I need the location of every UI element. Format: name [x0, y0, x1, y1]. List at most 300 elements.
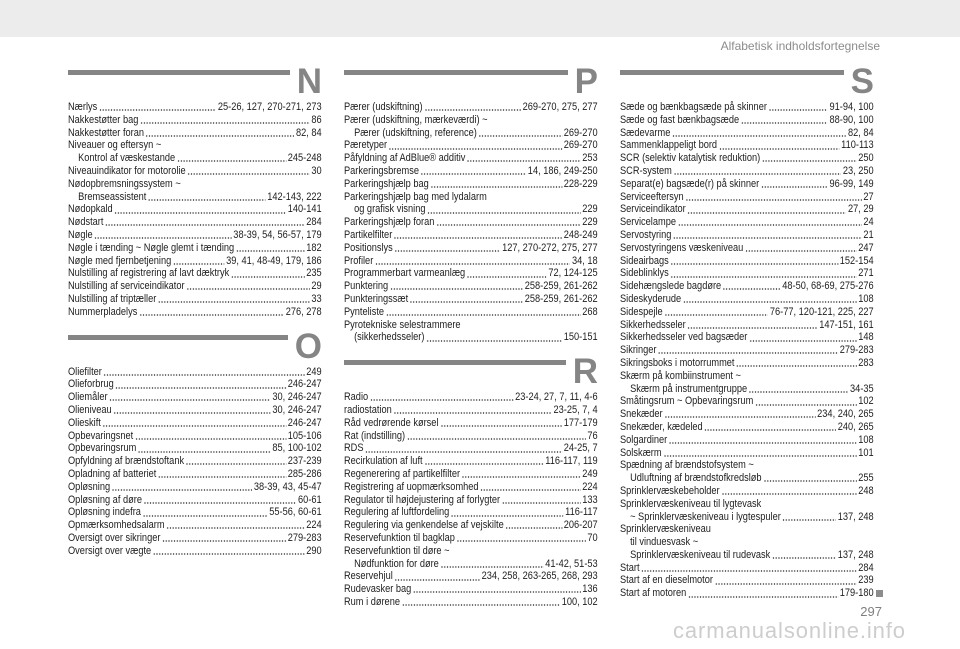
- entry-list: [344, 391, 598, 609]
- dot-leader: [115, 387, 286, 389]
- index-entry: [620, 408, 874, 421]
- entry-label: Sidehængslede bagdøre: [620, 280, 722, 293]
- dot-leader: [104, 374, 305, 376]
- dot-leader: [393, 412, 551, 414]
- page-reference: 137, 248: [837, 548, 874, 561]
- entry-label: Olieniveau: [68, 403, 112, 416]
- dot-leader: [135, 438, 286, 440]
- entry-line: [68, 229, 322, 242]
- entry-line: [344, 545, 598, 558]
- entry-label: Nulstilling af triptæller: [68, 292, 157, 305]
- entry-line: [68, 506, 322, 519]
- page-reference: 70: [587, 531, 598, 544]
- dot-leader: [678, 224, 862, 226]
- index-entry: [620, 357, 874, 370]
- index-entry: [68, 229, 322, 242]
- entry-label: Nøgle i tænding ~ Nøgle glemt i tænding: [68, 241, 235, 254]
- entry-line: [344, 417, 598, 430]
- dot-leader: [375, 263, 570, 265]
- entry-line: [344, 319, 598, 332]
- page-reference: 228-229: [563, 177, 598, 190]
- index-entry: [344, 583, 598, 596]
- page-reference: 24-25, 7: [563, 442, 598, 455]
- entry-line: [68, 242, 322, 255]
- entry-continuation-line: [344, 127, 598, 140]
- entry-line: [68, 216, 322, 229]
- dot-leader: [673, 237, 862, 239]
- entry-label: Pærer (udskiftning): [344, 101, 423, 113]
- entry-line: [68, 178, 322, 191]
- entry-label: Registrering af uopmærksomhed: [344, 480, 479, 493]
- entry-list: [68, 101, 322, 319]
- page-reference: 136: [582, 583, 598, 596]
- dot-leader: [467, 160, 581, 162]
- entry-line: [68, 417, 322, 430]
- page-number: 297: [860, 604, 882, 619]
- page-reference: 48-50, 68-69, 275-276: [782, 280, 874, 293]
- entry-label: RDS: [344, 442, 364, 455]
- entry-label: Niveauer og eftersyn ~: [68, 139, 162, 152]
- index-entry: [68, 101, 322, 114]
- page-reference: 14, 186, 249-250: [527, 164, 598, 177]
- page-reference: 245-248: [287, 152, 322, 165]
- dot-leader: [427, 212, 580, 214]
- page-reference: 29: [311, 280, 322, 293]
- entry-label: Oversigt over sikringer: [68, 531, 161, 544]
- index-entry: [344, 306, 598, 319]
- entry-label: Sikkerhedsseler ved bagsæder: [620, 331, 748, 344]
- entry-label: Punktering: [344, 280, 389, 293]
- page-reference: 127, 270-272, 275, 277: [502, 241, 598, 254]
- page-reference: 102: [858, 395, 874, 408]
- entry-label: Påfyldning af AdBlue® additiv: [344, 152, 466, 165]
- index-entry: [68, 404, 322, 417]
- page-reference: 250: [858, 152, 874, 165]
- entry-line: [68, 532, 322, 545]
- page-reference: 269-270: [563, 139, 598, 152]
- entry-line: [344, 178, 598, 191]
- index-entry: [620, 485, 874, 498]
- page-reference: 76: [587, 429, 598, 442]
- entry-line: [620, 498, 874, 511]
- entry-label: Nøgle med fjernbetjening: [68, 254, 172, 267]
- entry-line: [344, 255, 598, 268]
- entry-label: Sikringer: [620, 344, 657, 357]
- page-reference: 152-154: [839, 254, 874, 267]
- entry-label: Nødstart: [68, 216, 104, 229]
- entry-label: Nødopkald: [68, 203, 113, 216]
- dot-leader: [166, 527, 304, 529]
- dot-leader: [687, 212, 846, 214]
- page-reference: 82, 84: [295, 126, 322, 139]
- entry-line: [620, 178, 874, 191]
- section-rule: [68, 70, 290, 75]
- page-reference: 246-247: [287, 416, 322, 429]
- entry-label: Profiler: [344, 254, 374, 267]
- page-reference: 30: [311, 164, 322, 177]
- entry-label: Programmerbart varmeanlæg: [344, 267, 466, 280]
- entry-label: Radio: [344, 391, 369, 404]
- index-entry: [68, 442, 322, 455]
- index-column-right: [620, 62, 874, 600]
- dot-leader: [721, 493, 856, 495]
- dot-leader: [440, 425, 562, 427]
- entry-label: Sprinklervæskeniveau til lygtevask: [620, 497, 762, 510]
- index-entry: [620, 178, 874, 191]
- index-entry: [344, 455, 598, 468]
- entry-label: Opbevaringsrum: [68, 442, 137, 455]
- page-reference: 140-141: [287, 203, 322, 216]
- dot-leader: [386, 314, 581, 316]
- entry-line: [620, 101, 874, 114]
- entry-label: Opbevaringsnet: [68, 429, 134, 442]
- dot-leader: [144, 502, 297, 504]
- entry-label: Start af motoren: [620, 587, 687, 600]
- section-letter: P: [574, 62, 598, 101]
- dot-leader: [430, 186, 562, 188]
- dot-leader: [105, 224, 304, 226]
- page-reference: 224: [582, 480, 598, 493]
- index-entry: [620, 293, 874, 306]
- entry-line: [68, 545, 322, 558]
- dot-leader: [99, 109, 216, 111]
- page-reference: 234, 258, 263-265, 268, 293: [481, 570, 598, 583]
- page-reference: 91-94, 100: [829, 101, 874, 113]
- dot-leader: [658, 352, 838, 354]
- page-reference: 290: [306, 544, 322, 557]
- section-heading: [344, 62, 598, 101]
- entry-line: [344, 165, 598, 178]
- page-reference: 246-247: [287, 378, 322, 391]
- header-band: [0, 0, 960, 37]
- entry-line: [68, 203, 322, 216]
- index-entry: [620, 267, 874, 280]
- dot-leader: [148, 199, 265, 201]
- page-reference: 96-99, 149: [829, 177, 874, 190]
- page-reference: 150-151: [563, 331, 598, 344]
- entry-line: [68, 280, 322, 293]
- index-entry: [620, 344, 874, 357]
- page-reference: 258-259, 261-262: [524, 280, 598, 293]
- entry-label: Snekæder: [620, 408, 663, 421]
- index-entry: [68, 165, 322, 178]
- dot-leader: [177, 160, 286, 162]
- entry-label: Opfyldning af brændstoftank: [68, 455, 185, 468]
- section-rule: [68, 335, 288, 340]
- dot-leader: [772, 557, 836, 559]
- entry-line: [68, 139, 322, 152]
- entry-label: Serviceindikator: [620, 203, 686, 216]
- dot-leader: [158, 476, 286, 478]
- section-letter: O: [294, 326, 322, 366]
- entry-label: SCR-system: [620, 164, 672, 177]
- dot-leader: [749, 391, 849, 393]
- entry-line: [620, 139, 874, 152]
- page-reference: 283: [858, 356, 874, 369]
- entry-label: Opmærksomhedsalarm: [68, 519, 165, 532]
- entry-label: Serviceeftersyn: [620, 190, 684, 203]
- index-entry: [344, 481, 598, 494]
- page-reference: 41-42, 51-53: [545, 557, 598, 570]
- entry-label: Solgardiner: [620, 433, 668, 446]
- page-reference: 285-286: [287, 467, 322, 480]
- page-reference: 271: [858, 267, 874, 280]
- entry-line: [620, 191, 874, 204]
- entry-label: Nakkestøtter bag: [68, 113, 139, 126]
- page-reference: 23, 250: [842, 164, 874, 177]
- entry-label: Sideskyderude: [620, 292, 682, 305]
- entry-label: Rat (indstilling): [344, 429, 406, 442]
- index-entry: [620, 127, 874, 140]
- dot-leader: [421, 173, 526, 175]
- index-section-r: [344, 352, 598, 609]
- entry-label: Skærm på kombiinstrument ~: [620, 369, 741, 382]
- entry-label: Småtingsrum ~ Opbevaringsrum: [620, 395, 754, 408]
- entry-label: Skærm på instrumentgruppe: [630, 382, 748, 395]
- page-reference: 34, 18: [571, 254, 598, 267]
- dot-leader: [755, 404, 857, 406]
- entry-label: til vinduesvask ~: [630, 536, 699, 549]
- index-entry: [620, 331, 874, 344]
- dot-leader: [715, 583, 857, 585]
- entry-label: Regulering via genkendelse af vejskilte: [344, 519, 504, 532]
- dot-leader: [783, 519, 837, 521]
- page-reference: 55-56, 60-61: [269, 506, 322, 519]
- entry-label: Sideairbags: [620, 254, 669, 267]
- entry-label: Rum i dørene: [344, 595, 400, 608]
- index-entry: [344, 319, 598, 345]
- index-entry: [68, 417, 322, 430]
- chapter-title: Alfabetisk indholdsfortegnelse: [720, 39, 880, 53]
- entry-line: [68, 267, 322, 280]
- entry-label: radiostation: [344, 403, 392, 416]
- entry-line: [344, 139, 598, 152]
- page-reference: 229: [582, 203, 598, 216]
- page-reference: 60-61: [298, 493, 322, 506]
- dot-leader: [436, 224, 580, 226]
- entry-line: [68, 391, 322, 404]
- dot-leader: [664, 314, 768, 316]
- entry-line: [344, 596, 598, 609]
- index-entry: [620, 255, 874, 268]
- dot-leader: [112, 489, 252, 491]
- index-section-n: [68, 62, 322, 319]
- index-entry: [344, 468, 598, 481]
- entry-label: Sikkerhedsseler: [620, 318, 686, 331]
- entry-continuation-line: [68, 191, 322, 204]
- index-entry: [68, 203, 322, 216]
- entry-line: [620, 447, 874, 460]
- index-entry: [620, 498, 874, 524]
- dot-leader: [663, 455, 856, 457]
- index-entry: [620, 165, 874, 178]
- index-entry: [344, 596, 598, 609]
- page-reference: 108: [858, 433, 874, 446]
- page-reference: 248-249: [563, 228, 598, 241]
- dot-leader: [158, 301, 310, 303]
- dot-leader: [140, 122, 310, 124]
- index-entry: [344, 391, 598, 404]
- dot-leader: [641, 570, 856, 572]
- index-entry: [68, 114, 322, 127]
- entry-continuation-line: [620, 549, 874, 562]
- page-reference: 27, 29: [847, 203, 874, 216]
- entry-label: Parkeringshjælp bag: [344, 177, 429, 190]
- entry-line: [68, 494, 322, 507]
- index-entry: [68, 127, 322, 140]
- entry-line: [620, 306, 874, 319]
- entry-label: Nulstilling af registrering af lavt dæktryk: [68, 267, 230, 280]
- entry-line: [620, 395, 874, 408]
- dot-leader: [424, 109, 521, 111]
- dot-leader: [674, 173, 842, 175]
- dot-leader: [402, 604, 560, 606]
- entry-label: Parkeringshjælp bag med lydalarm: [344, 190, 487, 203]
- index-entry: [68, 506, 322, 519]
- entry-line: [620, 587, 874, 600]
- index-entry: [344, 101, 598, 114]
- dot-leader: [186, 463, 286, 465]
- index-section-o: [68, 326, 322, 558]
- dot-leader: [236, 250, 305, 252]
- index-entry: [68, 293, 322, 306]
- entry-line: [68, 114, 322, 127]
- entry-line: [620, 229, 874, 242]
- entry-line: [344, 532, 598, 545]
- page-reference: 179-180: [839, 587, 874, 600]
- page-reference: 116-117, 119: [545, 455, 598, 468]
- page-reference: 258-259, 261-262: [524, 292, 598, 305]
- entry-line: [344, 570, 598, 583]
- index-entry: [68, 255, 322, 268]
- page-reference: 235: [306, 267, 322, 280]
- index-entry: [620, 574, 874, 587]
- entry-line: [620, 370, 874, 383]
- index-entry: [68, 280, 322, 293]
- page-reference: 85, 100-102: [272, 442, 322, 455]
- entry-line: [344, 442, 598, 455]
- index-entry: [620, 395, 874, 408]
- index-entry: [620, 562, 874, 575]
- entry-label: Opladning af batteriet: [68, 467, 157, 480]
- index-entry: [68, 545, 322, 558]
- page-reference: 148: [858, 331, 874, 344]
- entry-label: Positionslys: [344, 241, 393, 254]
- section-rule: [620, 70, 844, 75]
- page-reference: 276, 278: [285, 305, 322, 318]
- dot-leader: [741, 122, 828, 124]
- page-reference: 279-283: [287, 531, 322, 544]
- entry-line: [344, 242, 598, 255]
- index-entry: [68, 455, 322, 468]
- page-reference: 284: [306, 216, 322, 229]
- page-reference: 33: [311, 292, 322, 305]
- entry-label: Pærer (udskiftning, reference): [354, 126, 477, 139]
- page-reference: 234, 240, 265: [817, 408, 874, 421]
- index-entry: [620, 139, 874, 152]
- entry-line: [68, 455, 322, 468]
- page-reference: 27: [863, 190, 874, 203]
- index-entry: [344, 570, 598, 583]
- dot-leader: [480, 489, 580, 491]
- page-reference: 88-90, 100: [829, 113, 874, 126]
- entry-list: [68, 366, 322, 558]
- entry-line: [68, 468, 322, 481]
- index-entry: [68, 532, 322, 545]
- entry-label: Regulator til højdejustering af forlygter: [344, 493, 501, 506]
- section-rule: [344, 70, 568, 75]
- entry-label: Nærlys: [68, 101, 98, 113]
- index-entry: [344, 280, 598, 293]
- entry-line: [344, 404, 598, 417]
- dot-leader: [143, 515, 268, 517]
- page-reference: 34-35: [850, 382, 874, 395]
- entry-label: Parkeringshjælp foran: [344, 216, 435, 229]
- dot-leader: [114, 212, 286, 214]
- dot-leader: [410, 301, 523, 303]
- page-reference: 25-26, 127, 270-271, 273: [217, 101, 322, 113]
- page-reference: 105-106: [287, 429, 322, 442]
- entry-label: Sprinklervæskeniveau til rudevask: [630, 548, 771, 561]
- page-reference: 147-151, 161: [819, 318, 874, 331]
- entry-line: [620, 344, 874, 357]
- entry-label: Spædning af brændstofsystem ~: [620, 459, 754, 472]
- entry-continuation-line: [620, 536, 874, 549]
- index-entry: [620, 587, 874, 600]
- entry-list: [344, 101, 598, 344]
- index-entry: [620, 229, 874, 242]
- dot-leader: [390, 288, 523, 290]
- dot-leader: [457, 540, 586, 542]
- dot-leader: [138, 451, 271, 453]
- dot-leader: [687, 327, 817, 329]
- page-reference: 284: [858, 561, 874, 574]
- entry-label: Pynteliste: [344, 305, 385, 318]
- dot-leader: [479, 135, 563, 137]
- index-entry: [68, 267, 322, 280]
- page-reference: 100, 102: [561, 595, 598, 608]
- dot-leader: [394, 579, 479, 581]
- dot-leader: [440, 566, 543, 568]
- entry-label: Rudevasker bag: [344, 583, 412, 596]
- index-entry: [344, 165, 598, 178]
- entry-line: [344, 280, 598, 293]
- page-marker-icon: [876, 590, 883, 597]
- entry-line: [620, 203, 874, 216]
- page-reference: 23-25, 7, 4: [553, 403, 598, 416]
- entry-line: [620, 319, 874, 332]
- index-entry: [620, 114, 874, 127]
- entry-label: Bremseassistent: [78, 190, 147, 203]
- entry-label: ~ Sprinklervæskeniveau i lygtespuler: [630, 510, 781, 523]
- section-heading: [68, 62, 322, 101]
- entry-line: [620, 562, 874, 575]
- index-entry: [620, 523, 874, 561]
- index-entry: [344, 430, 598, 443]
- entry-line: [620, 523, 874, 536]
- index-entry: [68, 139, 322, 165]
- page-reference: 30, 246-247: [272, 391, 322, 404]
- entry-label: Sidespejle: [620, 305, 663, 318]
- entry-label: Nakkestøtter foran: [68, 126, 145, 139]
- page-reference: 72, 124-125: [548, 267, 598, 280]
- dot-leader: [186, 288, 309, 290]
- entry-line: [344, 506, 598, 519]
- index-column-left: [68, 62, 322, 558]
- dot-leader: [670, 276, 856, 278]
- entry-line: [620, 267, 874, 280]
- index-entry: [344, 404, 598, 417]
